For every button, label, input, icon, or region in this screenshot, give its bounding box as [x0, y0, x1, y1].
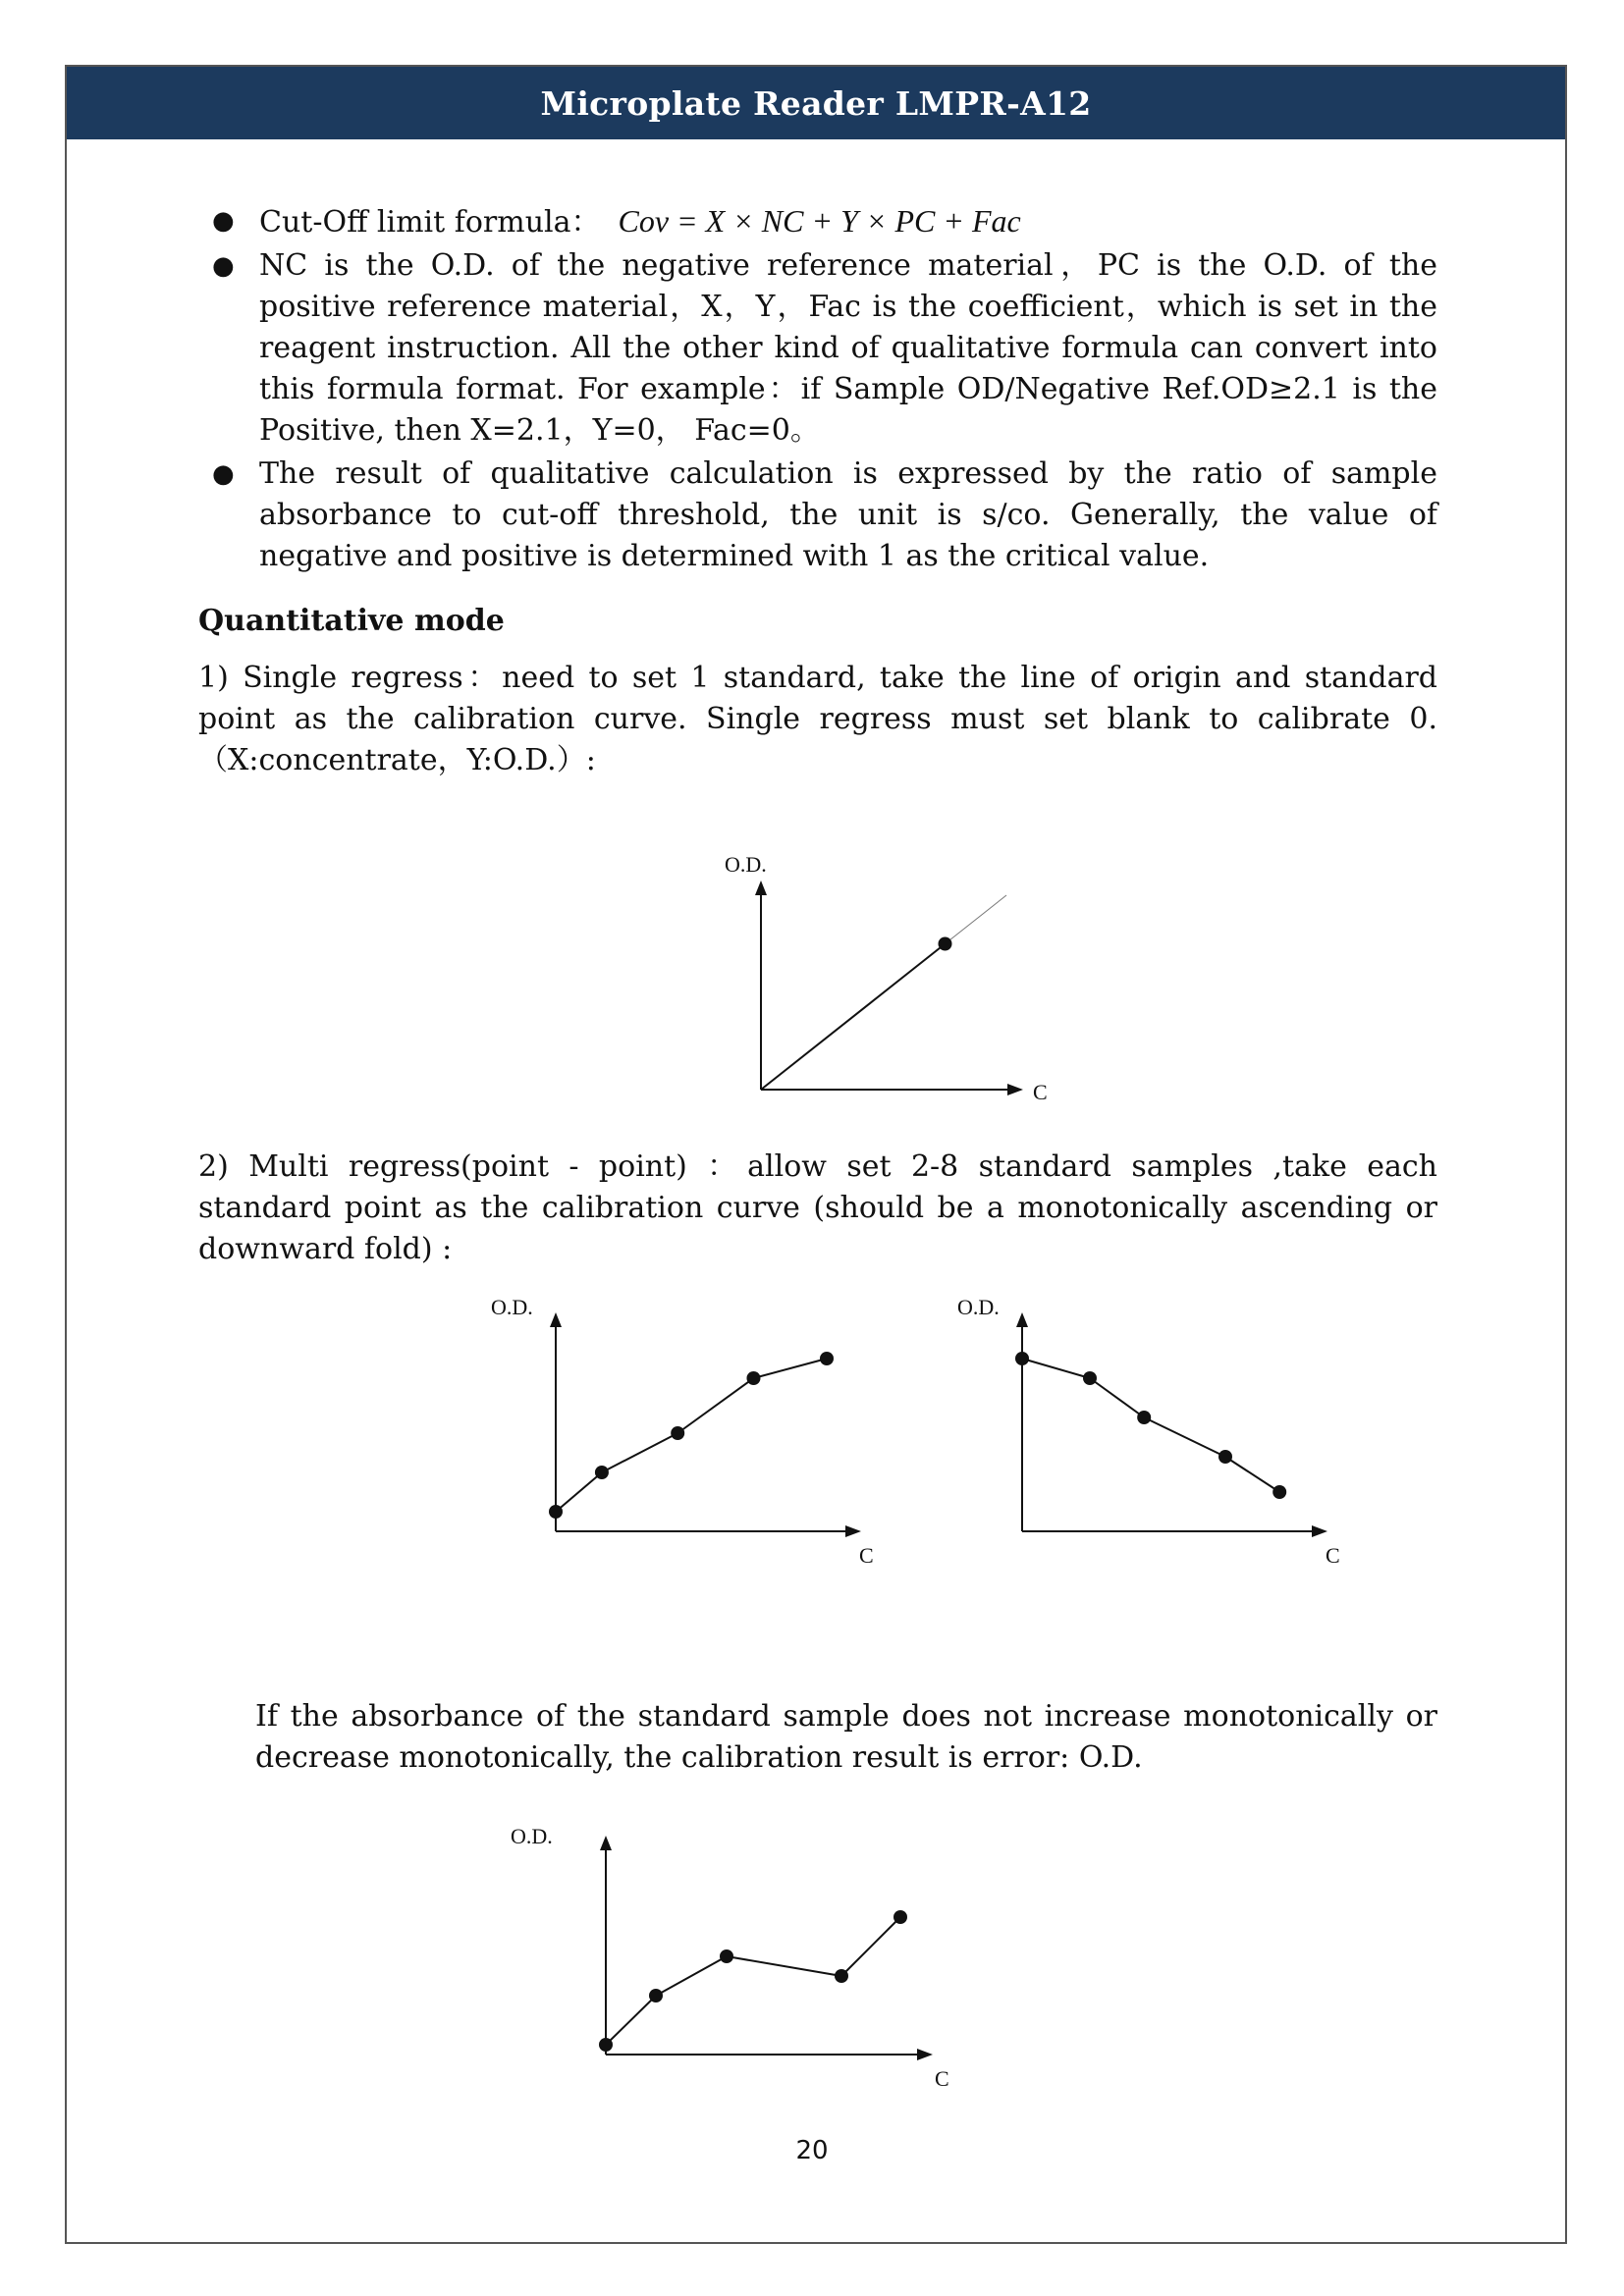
chart-multi-descending	[952, 1291, 1345, 1566]
chart-non-monotonic	[501, 1814, 962, 2099]
chart-single-regress	[707, 844, 1060, 1109]
data-point	[835, 1969, 848, 1983]
cutoff-formula: Cov = X × NC + Y × PC + Fac	[618, 203, 1021, 239]
figure-multi-descending	[952, 1291, 1345, 1566]
series-segment	[946, 895, 1007, 944]
page-body	[198, 200, 1437, 781]
series-segment	[656, 1956, 727, 1996]
y-axis-arrow-icon	[600, 1836, 612, 1850]
series-segment	[677, 1378, 753, 1433]
x-axis-arrow-icon	[1007, 1084, 1023, 1095]
data-point	[1137, 1411, 1151, 1424]
series-segment	[1225, 1457, 1279, 1492]
x-axis-label: C	[859, 1543, 874, 1568]
data-point	[820, 1352, 834, 1365]
series-segment	[761, 944, 946, 1091]
x-axis-arrow-icon	[1312, 1525, 1327, 1537]
data-point	[893, 1910, 907, 1924]
y-axis-label: O.D.	[725, 852, 767, 877]
data-point	[671, 1426, 684, 1440]
bullet-cutoff-formula	[198, 200, 1437, 243]
data-point	[1083, 1371, 1097, 1385]
multi-regress-paragraph: 2) Multi regress(point - point) ：allow set 2-8 standard samples ,take each standard point as the calibration curve (should be a monotonically ascending or downward fold) :	[198, 1149, 1437, 1266]
series-non-monotonic	[599, 1910, 907, 2052]
series-segment	[1022, 1359, 1090, 1378]
bullet-list	[198, 200, 1437, 577]
data-point	[549, 1505, 563, 1519]
page-header	[67, 67, 1565, 139]
y-axis-label: O.D.	[491, 1295, 533, 1319]
series-segment	[1144, 1417, 1225, 1457]
bullet-icon: ●	[212, 206, 235, 236]
bullet-text: NC is the O.D. of the negative reference material，PC is the O.D. of the positive reference material，X，Y，Fac is the coefficient，which is set in the reagent instruction. All the other kind of qualitative formula can convert into this formula format. For example：if Sample OD/Negative Ref.OD≥2.1 is the Positive, then X=2.1，Y=0， Fac=0。	[259, 248, 1437, 448]
x-axis-arrow-icon	[845, 1525, 861, 1537]
series-single-regress	[761, 895, 1006, 1090]
series-multi-ascending	[549, 1352, 834, 1519]
error-note-block	[198, 1696, 1437, 1779]
x-axis-label: C	[1033, 1080, 1048, 1104]
x-axis-arrow-icon	[917, 2049, 933, 2060]
figure-non-monotonic	[501, 1814, 962, 2099]
multi-regress-block	[198, 1147, 1437, 1270]
data-point	[720, 1949, 733, 1963]
figure-multi-ascending	[486, 1291, 879, 1566]
data-point	[649, 1989, 663, 2002]
bullet-icon: ●	[212, 251, 235, 281]
header-title: Microplate Reader LMPR-A12	[540, 83, 1092, 123]
page-number: 20	[795, 2136, 829, 2165]
x-axis-label: C	[935, 2066, 949, 2091]
x-axis-label: C	[1326, 1543, 1340, 1568]
data-point	[746, 1371, 760, 1385]
series-segment	[602, 1433, 677, 1472]
series-multi-descending	[1015, 1352, 1286, 1499]
data-point	[595, 1466, 609, 1479]
series-segment	[556, 1472, 602, 1512]
data-point	[1218, 1450, 1232, 1464]
quantitative-heading: Quantitative mode	[198, 604, 505, 638]
data-point	[599, 2038, 613, 2052]
series-segment	[1090, 1378, 1144, 1417]
data-point	[939, 937, 952, 951]
y-axis-arrow-icon	[755, 881, 767, 895]
y-axis-label: O.D.	[511, 1824, 553, 1848]
bullet-text: Cut-Off limit formula：	[259, 205, 601, 240]
figure-single-regress	[707, 844, 1060, 1109]
bullet-result	[198, 454, 1437, 577]
single-regress-paragraph: 1) Single regress：need to set 1 standard, take the line of origin and standard point as the calibration curve. Single regress must set blank to calibrate 0. （X:concentrate，Y:O.D.）:	[198, 661, 1437, 777]
error-note-paragraph: If the absorbance of the standard sample does not increase monotonically or decrease monotonically, the calibration result is error: O.D.	[255, 1699, 1437, 1775]
y-axis-arrow-icon	[1016, 1312, 1028, 1327]
y-axis-arrow-icon	[550, 1312, 562, 1327]
bullet-nc-pc	[198, 245, 1437, 452]
data-point	[1015, 1352, 1029, 1365]
y-axis-label: O.D.	[957, 1295, 1000, 1319]
data-point	[1272, 1485, 1286, 1499]
series-segment	[606, 1996, 656, 2045]
series-segment	[753, 1359, 827, 1378]
chart-multi-ascending	[486, 1291, 879, 1566]
bullet-icon: ●	[212, 459, 235, 489]
series-segment	[841, 1917, 900, 1976]
series-segment	[727, 1956, 841, 1976]
bullet-text: The result of qualitative calculation is expressed by the ratio of sample absorbance to cut-off threshold, the unit is s/co. Generally, the value of negative and positive is determined with 1 as the critical value.	[259, 456, 1437, 573]
